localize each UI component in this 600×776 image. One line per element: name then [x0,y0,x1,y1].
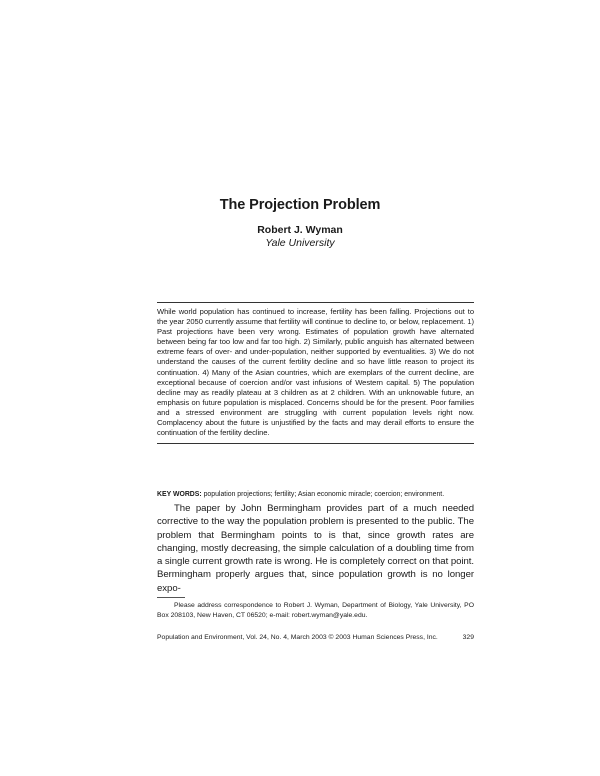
article-title: The Projection Problem [219,197,381,213]
author-affiliation: Yale University [265,237,335,249]
abstract-box [157,302,474,444]
keywords-label: KEY WORDS: [157,491,202,498]
journal-citation: Population and Environment, Vol. 24, No. 4, March 2003 © 2003 Human Sciences Press, Inc. [157,634,438,641]
keywords [157,490,474,500]
body-paragraph: The paper by John Bermingham provides part of a much needed corrective to the way the population problem is presented to the public. The problem that Bermingham points to is that, since growth rates are changing, mostly decreasing, the simple calculation of a doubling time from a single current growth rate is wrong. He is completely correct on that point. Bermingham properly argues that, since population growth is no longer expo- [157,503,474,594]
footnote-divider [157,597,185,598]
keywords-text: population projections; fertility; Asian economic miracle; coercion; environment. [203,491,445,498]
abstract-text: While world population has continued to increase, fertility has been falling. Projections out to the year 2050 currently assume that fertility will continue to decline to, or below, replacement. 1) Past projections have been very wrong. Estimates of population growth have alternated between being far too low and far too high. 2) Similarly, public anguish has alternated between extreme fears of over- and under-population, neither supported by eventualities. 3) We do not understand the causes of the current fertility decline and so have little reason to project its continuation. 4) Many of the Asian countries, which are exemplars of the current decline, are exceptional because of coercion and/or vast infusions of Western capital. 5) The population decline may as readily plateau at 3 children as at 2 children. With an unknowable future, an emphasis on future population is misplaced. Concerns should be for the present. Poor families and a stressed environment are struggling with current population levels right now. Complacency about the future is unjustified by the facts and may derail efforts to ensure the continuation of the fertility decline. [157,307,474,438]
author-name: Robert J. Wyman [257,224,343,236]
page-number: 329 [462,634,474,641]
page-footer [157,634,474,641]
correspondence-footnote: Please address correspondence to Robert J. Wyman, Department of Biology, Yale University, PO Box 208103, New Haven, CT 06520; e-mail: robert.wyman@yale.edu. [157,602,474,619]
